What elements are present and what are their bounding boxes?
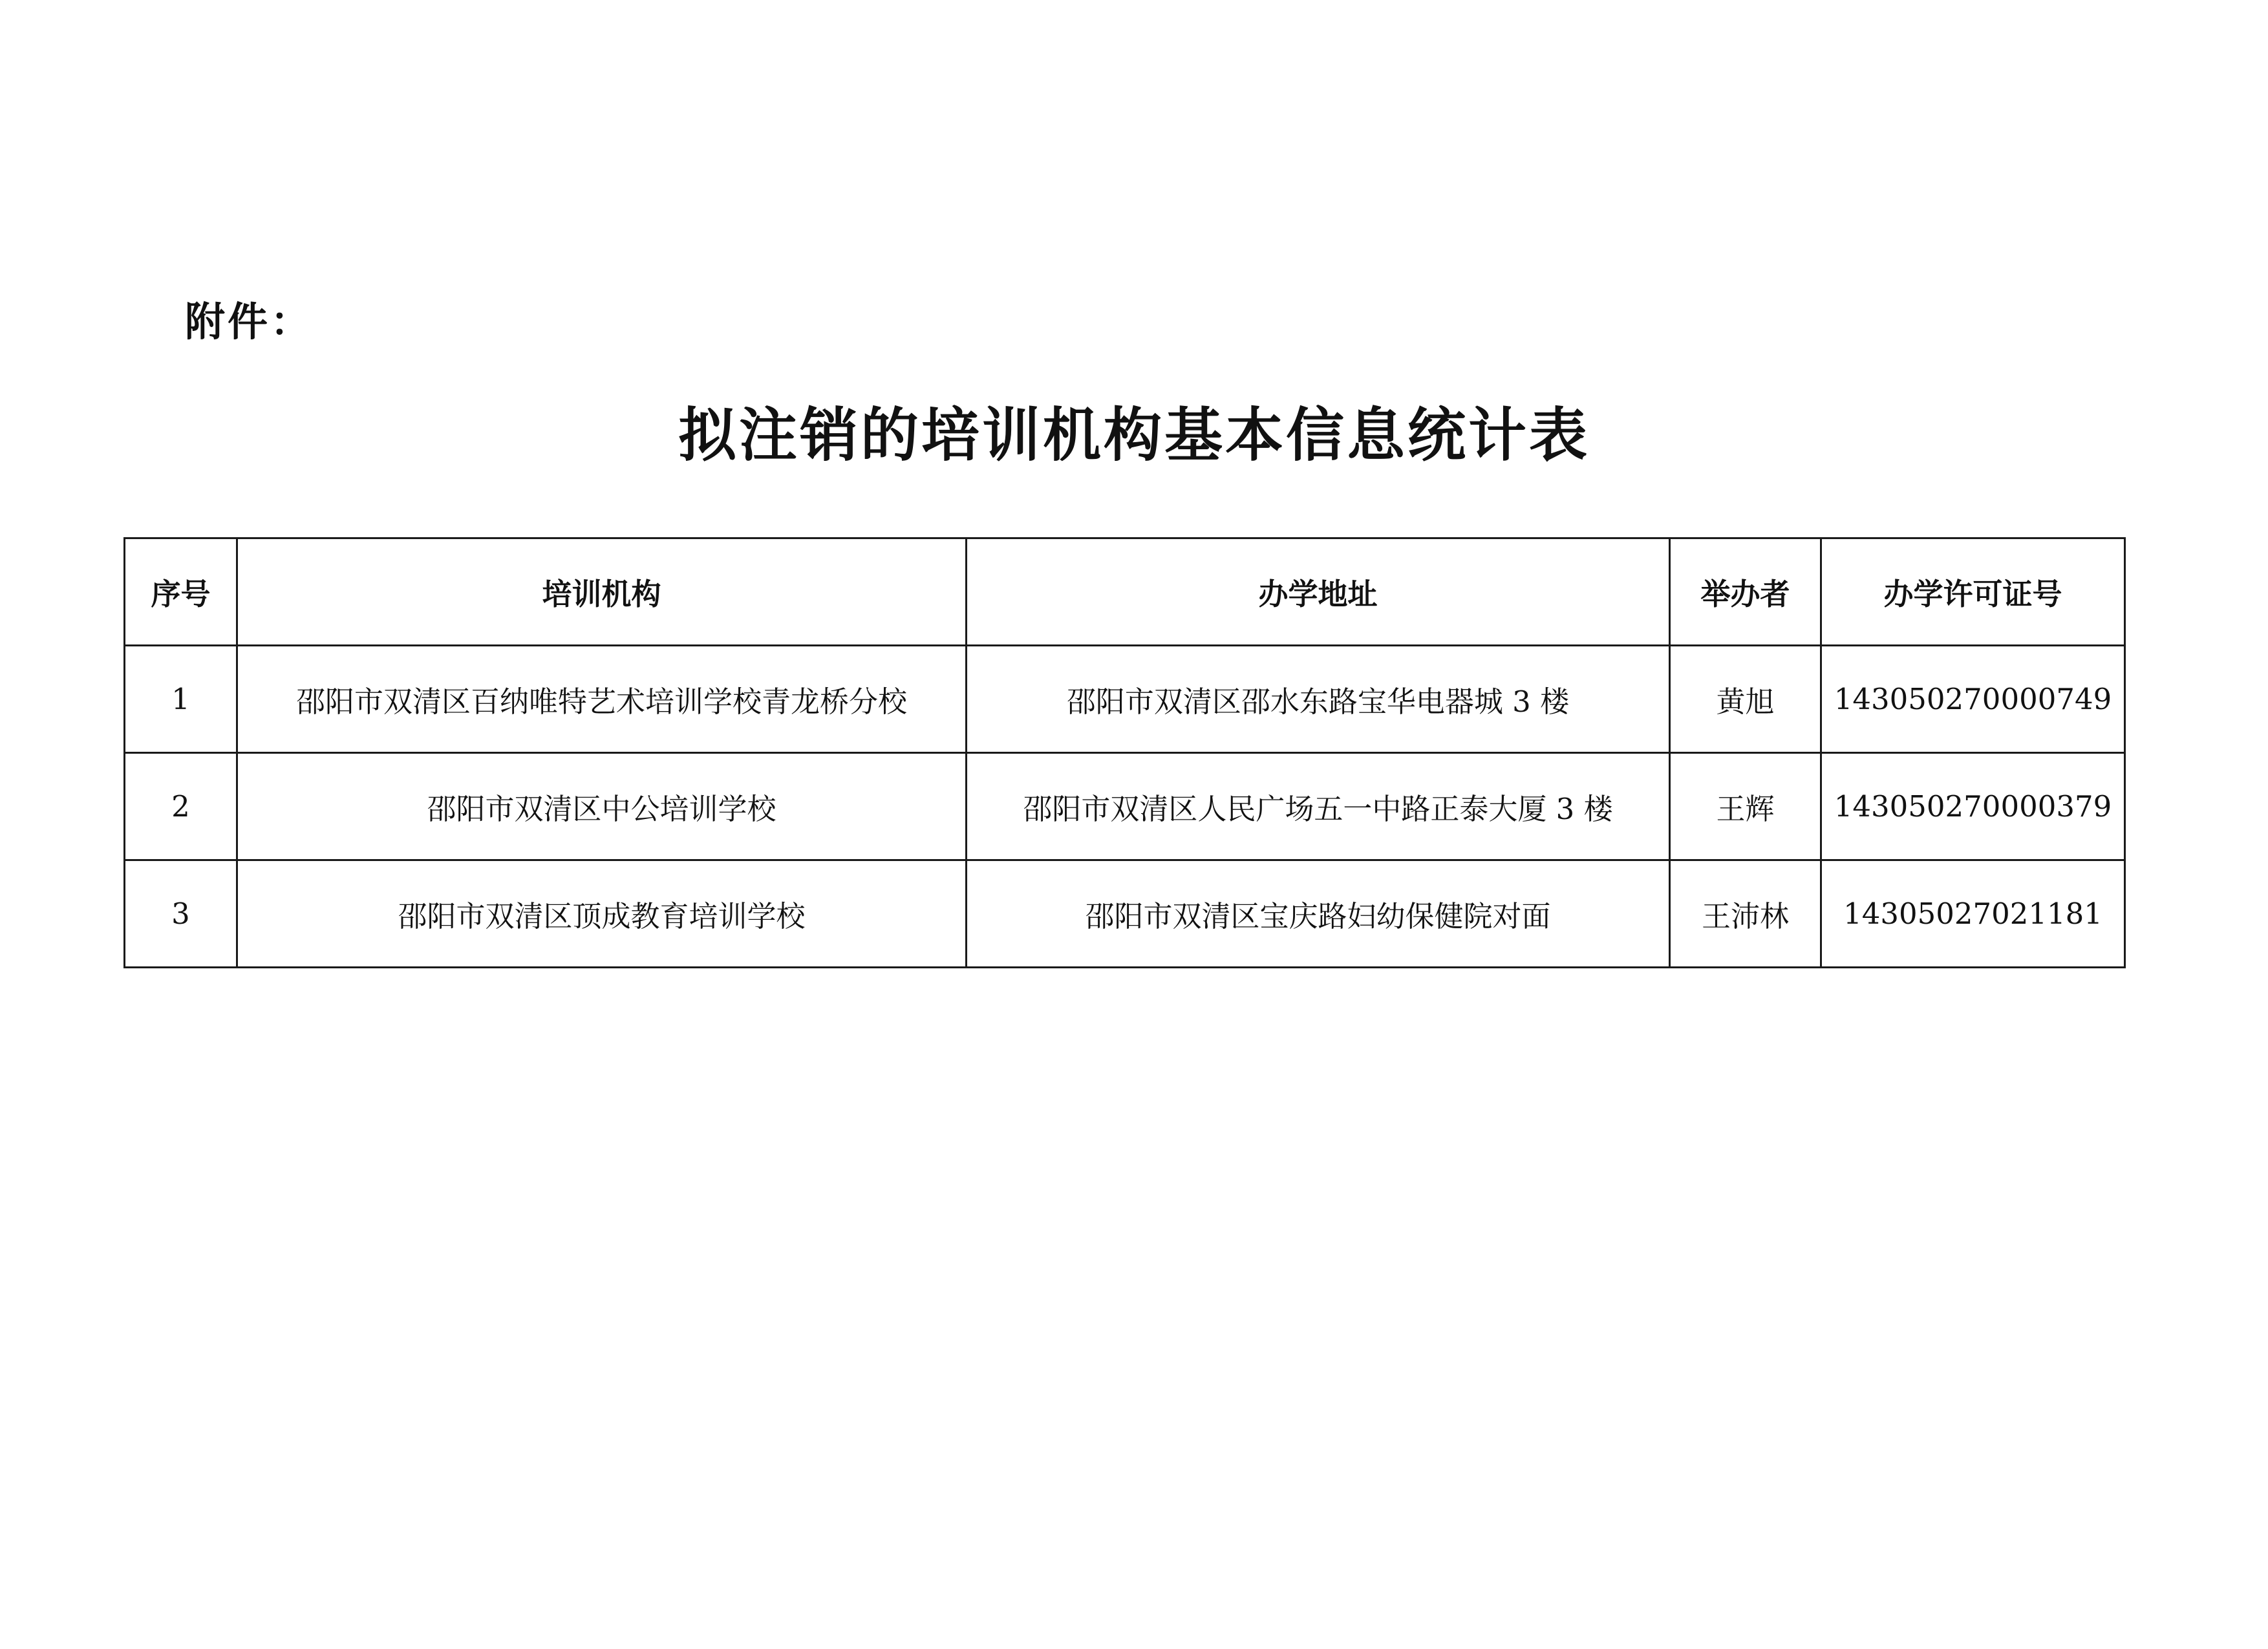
cell-seq: 1	[125, 646, 237, 753]
cell-address: 邵阳市双清区邵水东路宝华电器城 3 楼	[967, 646, 1670, 753]
cell-institution: 邵阳市双清区中公培训学校	[237, 753, 967, 860]
cell-license: 14305027021181	[1821, 860, 2125, 968]
cell-license: 143050270000379	[1821, 753, 2125, 860]
table-row	[125, 753, 2125, 860]
table-row	[125, 646, 2125, 753]
table-header-row	[125, 538, 2125, 646]
header-seq: 序号	[125, 538, 237, 646]
header-address: 办学地址	[967, 538, 1670, 646]
cell-institution: 邵阳市双清区百纳唯特艺术培训学校青龙桥分校	[237, 646, 967, 753]
header-license: 办学许可证号	[1821, 538, 2125, 646]
header-institution: 培训机构	[237, 538, 967, 646]
cell-seq: 2	[125, 753, 237, 860]
cell-organizer: 王沛林	[1670, 860, 1821, 968]
cell-institution: 邵阳市双清区顶成教育培训学校	[237, 860, 967, 968]
cell-seq: 3	[125, 860, 237, 968]
header-organizer: 举办者	[1670, 538, 1821, 646]
institution-table	[123, 537, 2126, 968]
table-row	[125, 860, 2125, 968]
cell-address: 邵阳市双清区人民广场五一中路正泰大厦 3 楼	[967, 753, 1670, 860]
cell-address: 邵阳市双清区宝庆路妇幼保健院对面	[967, 860, 1670, 968]
document-title: 拟注销的培训机构基本信息统计表	[678, 401, 1590, 469]
cell-organizer: 黄旭	[1670, 646, 1821, 753]
cell-organizer: 王辉	[1670, 753, 1821, 860]
attachment-label: 附件：	[185, 298, 314, 345]
cell-license: 143050270000749	[1821, 646, 2125, 753]
